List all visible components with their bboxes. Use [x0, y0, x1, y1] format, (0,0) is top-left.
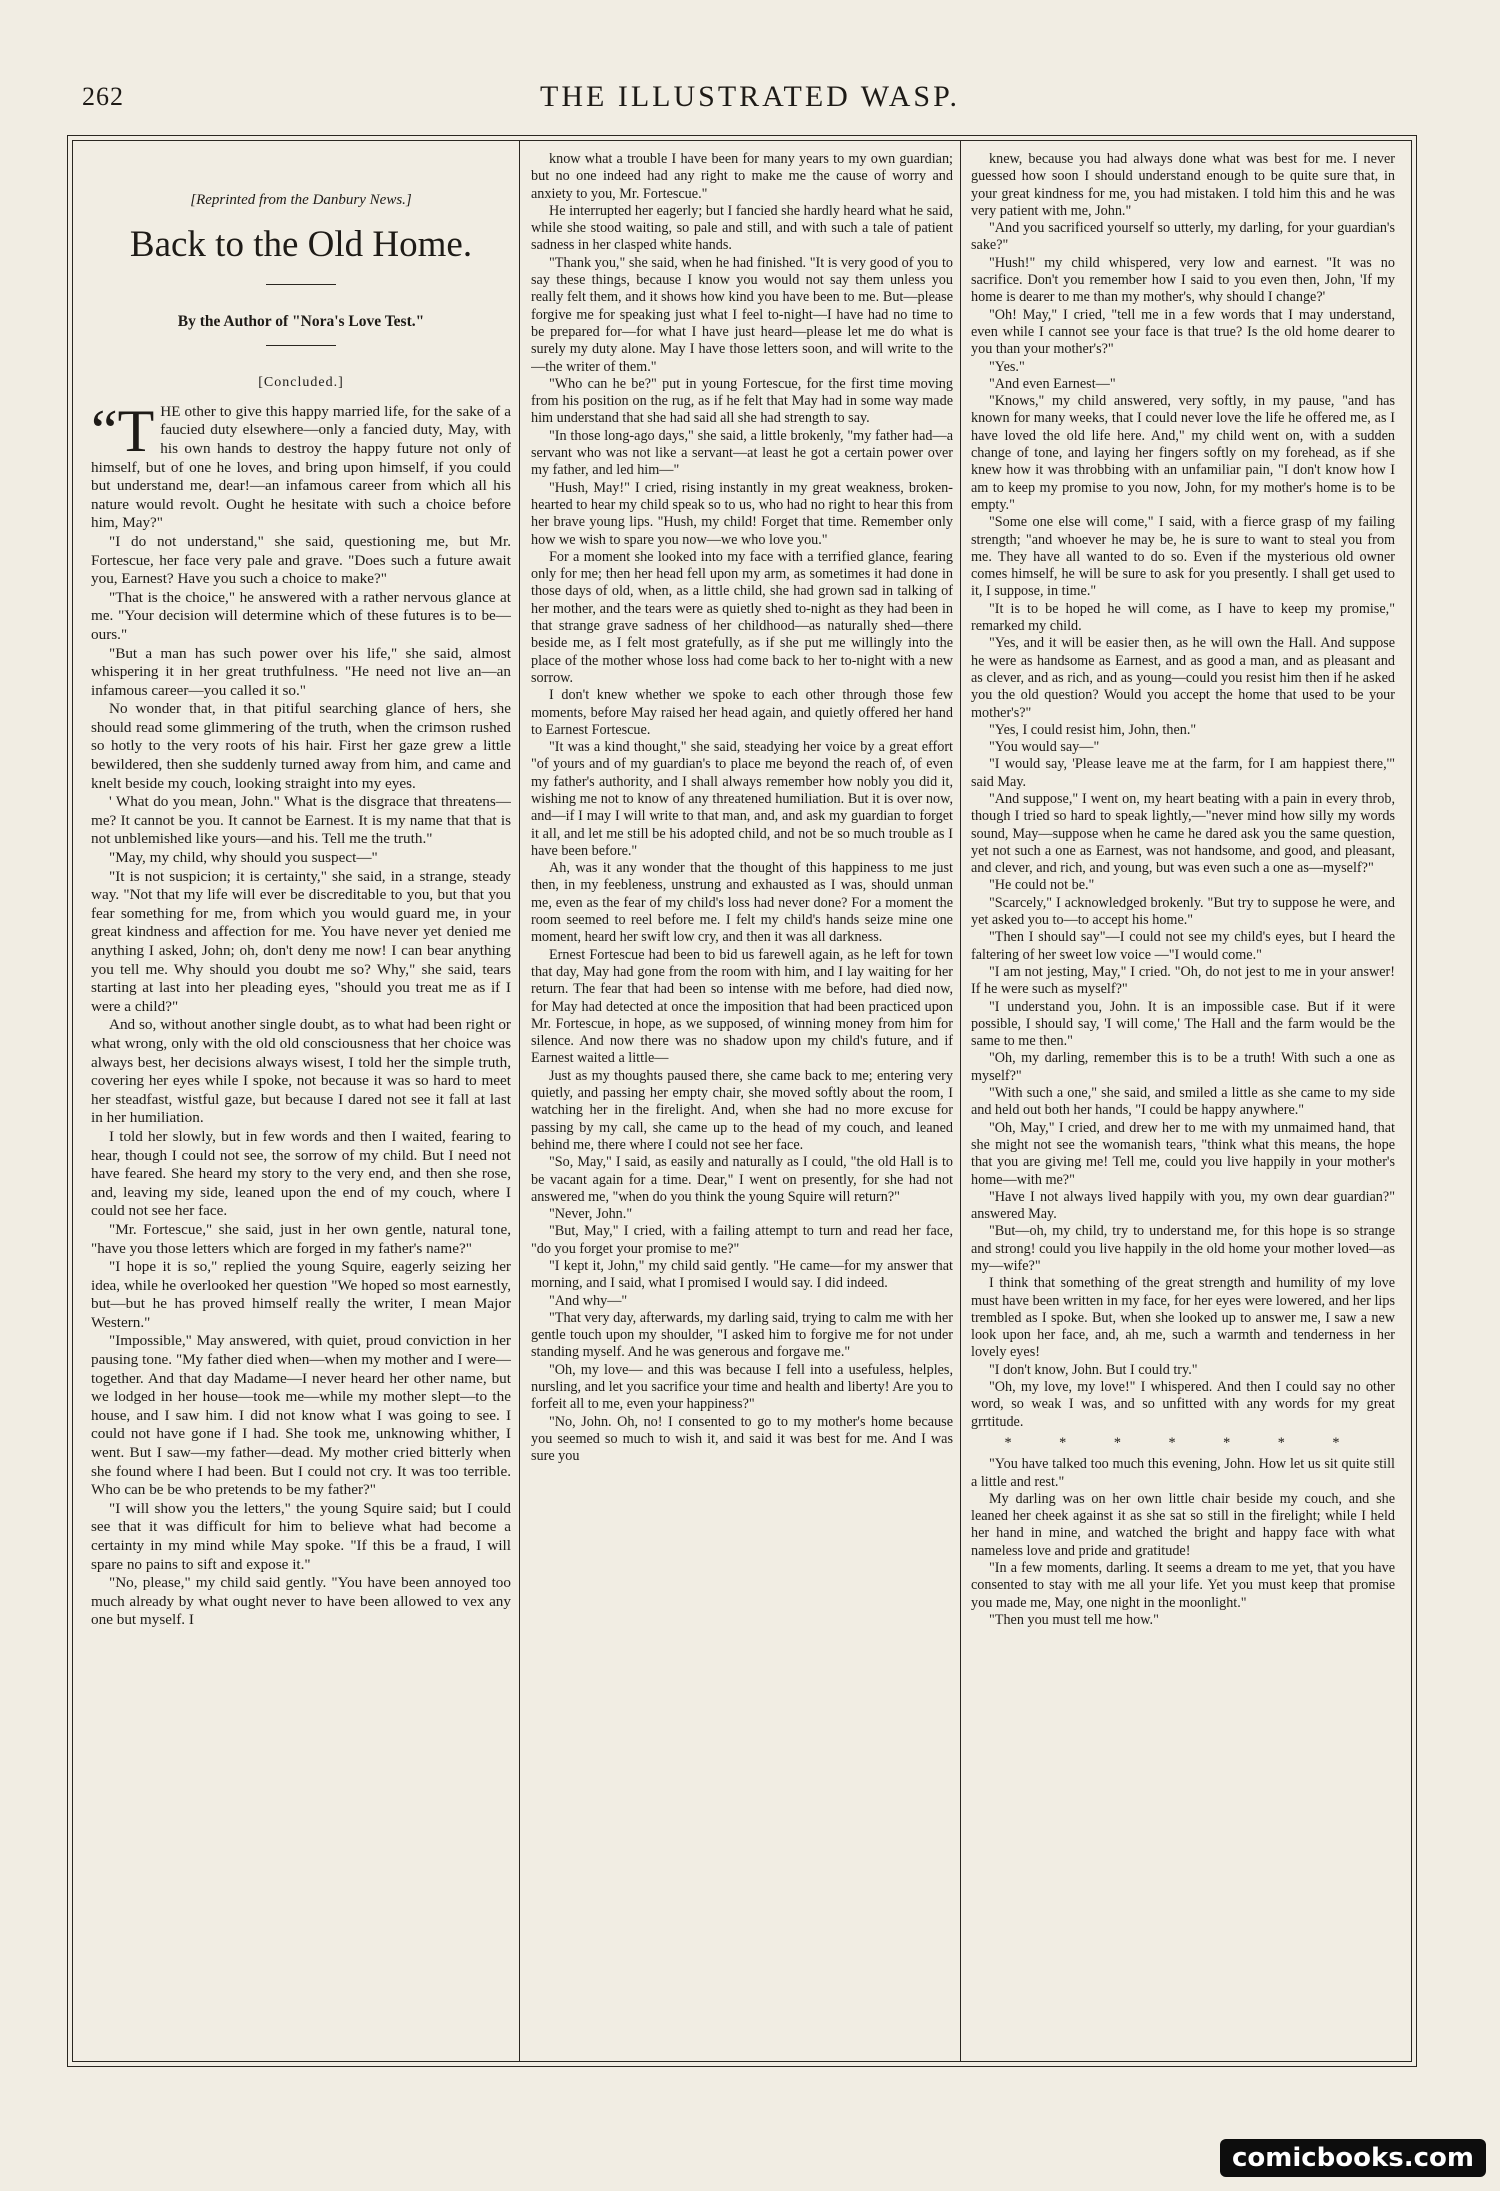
paragraph: For a moment she looked into my face with a terrified glance, fearing only for me; then her head fell upon my arm, as sometimes it had done in those days of old, when, as a little child, she had grown sad in talking of her mother, and the tears were as quietly shed to-night as they had been in that strange grave sadness of her childhood—as naturally shed—there beside me, as I felt most gratefully, as if she put me willingly into the place of the mother whose loss had come back to her to-night with a new sorrow.: [531, 548, 953, 686]
paragraph: "He could not be.": [989, 877, 1095, 894]
byline: By the Author of "Nora's Love Test.": [177, 312, 425, 330]
paragraph: "Oh! May," I cried, "tell me in a few words that I may understand, even while I cannot see your face is that true? Is the old home dearer to you than your mother's?": [971, 306, 1395, 358]
paragraph: "Impossible," May answered, with quiet, proud conviction in her pausing tone. "My father died when—when my mother and I were—together. And that day Madame—I never heard her other name, but we lodged in her house—took me—while my mother slept—to the house, and I saw him. I did not know what I was going to see. I could not have gone if I had. She took me, unknowing whither, I went. But I saw—my father—dead. My mother cried bitterly when she found where I had been. But I could not cry. It was too terrible. Who can be be who pretends to be my father?": [91, 1332, 511, 1499]
paragraph: "Oh, May," I cried, and drew her to me with my unmaimed hand, that she might not see the womanish tears, "think what this means, the hope that you are giving me! Tell me, could you live happily in your mother's home—with me?": [971, 1119, 1395, 1188]
column-2-body: [531, 151, 953, 1466]
page-frame: [72, 140, 1412, 2062]
paragraph: "With such a one," she said, and smiled a little as she came to my side and held out both her hands, "I could be happy anywhere.": [971, 1085, 1395, 1119]
paragraph: He interrupted her eagerly; but I fancied she hardly heard what he said, while she stood waiting, so pale and still, and with such a tale of patient sadness in her clasped white hands.: [531, 202, 953, 254]
paragraph: I don't knew whether we spoke to each other through those few moments, before May raised her head again, and quietly offered her hand to Earnest Fortescue.: [531, 687, 953, 738]
paragraph: "And you sacrificed yourself so utterly, my darling, for your guardian's sake?": [971, 220, 1395, 254]
column-2: [531, 151, 953, 2051]
paragraph: "May, my child, why should you suspect—": [109, 849, 378, 867]
paragraph: "Oh, my love— and this was because I fell into a usefuless, helples, nursling, and let you sacrifice your time and health and liberty! Are you to forfeit all to me, even your happiness?": [531, 1361, 953, 1413]
paragraph: "Oh, my darling, remember this is to be a truth! With such a one as myself?": [971, 1050, 1395, 1084]
paragraph: "Yes, and it will be easier then, as he will own the Hall. And suppose he were as handsome as Earnest, and as good a man, and as pleasant and as clever, and as rich, and as young—could you resist him then if he asked you the old question? Would you accept the home that used to be your mother's?": [971, 635, 1395, 721]
paragraph: "But—oh, my child, try to understand me, for this hope is so strange and strong! could you live happily in the old home your mother loved—as my—wife?": [971, 1223, 1395, 1274]
column-rule: [519, 141, 520, 2061]
paragraph: My darling was on her own little chair beside my couch, and she leaned her cheek against it as she sat so still in the firelight; while I held her hand in mine, and watched the bright and happy face with what nameless love and pride and gratitude!: [971, 1490, 1395, 1559]
concluded-note: [Concluded.]: [258, 375, 344, 391]
article-title: Back to the Old Home.: [129, 223, 473, 265]
paragraph: "So, May," I said, as easily and naturally as I could, "the old Hall is to be vacant again for a time. Dear," I went on presently, for she had not answered me, "when do you think the young Squire will return?": [531, 1154, 953, 1205]
paragraph: "Never, John.": [549, 1206, 633, 1223]
paragraph: "No, please," my child said gently. "You have been annoyed too much already by what ought never to have been allowed to vex any one but myself. I: [91, 1574, 511, 1629]
paragraph: "You have talked too much this evening, John. How let us sit quite still a little and rest.": [971, 1456, 1395, 1490]
paragraph: knew, because you had always done what was best for me. I never guessed how soon I should understand enough to be quite sure that, in your great kindness for me, you had mistaken. I told him this and he was very patient with me, John.": [971, 151, 1395, 219]
paragraph: "Have I not always lived happily with you, my own dear guardian?" answered May.: [971, 1188, 1395, 1223]
running-head: THE ILLUSTRATED WASP.: [540, 80, 960, 113]
drop-cap: “T: [91, 397, 155, 464]
paragraph: Ernest Fortescue had been to bid us farewell again, as he left for town that day, May had gone from the room with him, and I lay waiting for her return. The fear that had been so intense with me before, had died now, for May had detected at once the imposition that had been practiced upon Mr. Fortescue, in hope, as we supposed, of winning money from him for silence. And now there was no shadow upon my child's future, and if Earnest waited a little—: [531, 946, 953, 1067]
paragraph: ' What do you mean, John." What is the disgrace that threatens—me? It cannot be you. It cannot be Earnest. It is my name that that is not unblemished like yours—and his. Tell me the truth.": [91, 793, 511, 848]
page-header: [82, 78, 1418, 118]
paragraph: "Who can he be?" put in young Fortescue, for the first time moving from his position on the rug, as if he felt that May had in some way made him understand that she had said all she had strength to say.: [531, 375, 953, 427]
paragraph: "That is the choice," he answered with a rather nervous glance at me. "Your decision will determine which of these futures is to be—ours.": [91, 588, 511, 643]
column-1: [91, 151, 511, 2051]
paragraph: "I hope it is so," replied the young Squire, eagerly seizing her idea, while he overlooked her question "We hoped so most earnestly, but—but he has proved himself really the writer, I mean Major Western.": [91, 1258, 511, 1331]
paragraph: "Oh, my love, my love!" I whispered. And then I could say no other word, so weak I was, and so unfitted with any words for my great grrtitude.: [971, 1379, 1395, 1430]
paragraph: "It was a kind thought," she said, steadying her voice by a great effort "of yours and of my guardian's to place me beyond the reach of, of even my father's authority, and I shall always remember how nobly you did it, wishing me not to know of any threatened humiliation. But it is over now, and—if I may I will write to that man, and, and ask my guardian to forget it all, and let me still be his adopted child, and not be so much trouble as I have been before.": [531, 739, 953, 859]
paragraph-text: HE other to give this happy married life, for the sake of a faucied duty elsewhere—only a fancied duty, May, with his own hands to destroy the happy future not only of himself, but of one he loves, and bring upon himself, if you could but understand me, dear!—an infamous career from which all his nature would revolt. Ought he hesitate with such a choice before him, May?": [91, 402, 511, 532]
paragraph: know what a trouble I have been for many years to my own guardian; but no one indeed had any right to make me the cause of worry and anxiety to you, Mr. Fortescue.": [531, 151, 953, 202]
byline-rule: [266, 345, 336, 346]
paragraph: "I would say, 'Please leave me at the farm, for I am happiest there,'" said May.: [971, 756, 1395, 790]
paragraph: "Mr. Fortescue," she said, just in her own gentle, natural tone, "have you those letters which are forged in my father's name?": [91, 1220, 511, 1257]
paragraph: "I am not jesting, May," I cried. "Oh, do not jest to me in your answer! If he were such as myself?": [971, 963, 1395, 998]
paragraph: "Hush!" my child whispered, very low and earnest. "It was no sacrifice. Don't you remember how I said to you even then, John, 'If my home is dearer to me than my mother's, why should I change?': [971, 254, 1395, 306]
paragraph: "I don't know, John. But I could try.": [989, 1361, 1198, 1378]
paragraph: "I do not understand," she said, questioning me, but Mr. Fortescue, her face very pale and grave. "Does such a future await you, Earnest? Have you such a choice to make?": [91, 532, 511, 588]
paragraph: "That very day, afterwards, my darling said, trying to calm me with her gentle touch upon my shoulder, "I asked him to forgive me for not under standing myself. And he was generous and forgave me.": [531, 1309, 953, 1361]
paragraph: "It is not suspicion; it is certainty," she said, in a strange, steady way. "Not that my life will ever be discreditable to you, but that you fear something for me, from which you would guard me, in your great kindness and affection for me. You have never yet denied me anything I asked, John; oh, don't deny me now! I can bear anything you tell me. Why should you doubt me so? Why," she said, tears starting at last into her pleading eyes, "should you treat me as if I were a child?": [91, 867, 511, 1015]
paragraph: And so, without another single doubt, as to what had been right or what wrong, only with the old old consciousness that her choice was always best, her decisions always wisest, I told her the simple truth, covering her eyes while I spoke, not because it was so hard to meet her steadfast, wistful gaze, but because I dared not see it fall at last in her humiliation.: [91, 1016, 511, 1127]
column-1-body: [91, 397, 511, 1630]
paragraph: [91, 397, 511, 533]
paragraph: Just as my thoughts paused there, she came back to me; entering very quietly, and passing her empty chair, she moved softly about the room, I watching her in the firelight. And, when she had no more excuse for passing by my call, she came up to the head of my couch, and leaned behind me, there where I could not see her face.: [531, 1067, 953, 1153]
paragraph: "Yes.": [989, 358, 1025, 375]
paragraph: "I kept it, John," my child said gently. "He came—for my answer that morning, and I said, what I promised I would say. I did indeed.: [531, 1258, 953, 1292]
paragraph: * * * * * * *: [1004, 1434, 1362, 1451]
paragraph: "Some one else will come," I said, with a fierce grasp of my failing strength; "and whoever he may be, he is sure to want to steal you from me. They have all wanted to do so. Even if the mysterious old owner comes himself, he will be sure to ask for you presently. I shall get used to it, I suppose, in time.": [971, 514, 1395, 600]
paragraph: "No, John. Oh, no! I consented to go to my mother's home because you seemed so much to wish it, and said it was best for me. And I was sure you: [531, 1413, 953, 1465]
paragraph: "It is to be hoped he will come, as I have to keep my promise," remarked my child.: [971, 600, 1395, 635]
paragraph: "In a few moments, darling. It seems a dream to me yet, that you have consented to stay with me all your life. Yet you must keep that promise you made me, May, one night in the moonlight.": [971, 1560, 1395, 1611]
paragraph: "In those long-ago days," she said, a little brokenly, "my father had—a servant who was not like a servant—at least he got a certain power over my father, and led him—": [531, 427, 953, 479]
reprint-note: [Reprinted from the Danbury News.]: [190, 192, 412, 208]
paragraph: "You would say—": [989, 739, 1100, 756]
paragraph: I think that something of the great strength and humility of my love must have been written in my face, for her eyes were lowered, and her lips trembled as I spoke. But, when she looked up to answer me, I saw a new look upon her face, and, ah me, such a warmth and tenderness in her lovely eyes!: [971, 1275, 1395, 1361]
paragraph: "And suppose," I went on, my heart beating with a pain in every throb, though I tried so hard to speak lightly,—"never mind how silly my words sound, May—suppose when he came he dared ask you the same question, yet not such a one as Earnest, was not handsome, and good, and pleasant, and clever, and rich, and young, but was even such a one as—myself?": [971, 790, 1395, 877]
paragraph: I told her slowly, but in few words and then I waited, fearing to hear, though I could not see, the sorrow of my child. But I need not have feared. She heard my story to the very end, and then she rose, and, leaving my side, leaned upon the end of my couch, where I could not see her face.: [91, 1127, 511, 1220]
paragraph: "But, May," I cried, with a failing attempt to turn and read her face, "do you forget your promise to me?": [531, 1223, 953, 1257]
page-number: 262: [82, 82, 124, 111]
column-3-body: [971, 151, 1395, 1629]
column-3: [971, 151, 1395, 2051]
paragraph: "Scarcely," I acknowledged brokenly. "But try to suppose he were, and yet asked you to—to accept his home.": [971, 894, 1395, 929]
paragraph: No wonder that, in that pitiful searching glance of hers, she should read some glimmering of the truth, when the crimson rushed so hotly to the very roots of his hair. First her gaze grew a little bewildered, then she suddenly turned away from him, and came and knelt beside my couch, looking straight into my eyes.: [91, 700, 511, 792]
paragraph: "Thank you," she said, when he had finished. "It is very good of you to say these things, because I know you would not say them unless you really felt them, and it shows how kind you have been to me. But—please forgive me for speaking just what I feel to-night—I have had no time to be prepared for—for what I have just heard—please let me do what is surely my duty alone. May I have those letters soon, and will write to the—the writer of them.": [531, 254, 953, 375]
paragraph: "Hush, May!" I cried, rising instantly in my great weakness, broken-hearted to hear my child speak so to us, who had no right to hear this from her brave young lips. "Hush, my child! Forget that time. Remember only how we wish to spare you now—we who love you.": [531, 479, 953, 548]
paragraph: "But a man has such power over his life," she said, almost whispering it in her great truthfulness. "He need not live an—an infamous career—you called it so.": [91, 644, 511, 699]
paragraph: "I understand you, John. It is an impossible case. But if it were possible, I should say, 'I will come,' The Hall and the farm would be the same to me then.": [971, 998, 1395, 1050]
watermark-logo: comicbooks.com: [1220, 2139, 1486, 2177]
paragraph: "And why—": [549, 1292, 628, 1309]
title-rule: [266, 284, 336, 285]
paragraph: "Then you must tell me how.": [989, 1611, 1159, 1628]
paragraph: "And even Earnest—": [989, 375, 1116, 392]
column-rule: [960, 141, 961, 2061]
paragraph: "Then I should say"—I could not see my child's eyes, but I heard the faltering of her sweet low voice —"I would come.": [971, 929, 1395, 963]
paragraph: "I will show you the letters," the young Squire said; but I could see that it was difficult for him to believe what had become a certainty in my mind while May spoke. "If this be a fraud, I will spare no pains to sift and expose it.": [91, 1499, 511, 1573]
paragraph: "Yes, I could resist him, John, then.": [989, 721, 1197, 738]
paragraph: Ah, was it any wonder that the thought of this happiness to me just then, in my feebleness, unstrung and exhausted as I was, should unman me, even as the fear of my child's loss had never done? For a moment the room seemed to reel before me. I felt my child's hands seize mine one moment, heard her swift low cry, and then it was all darkness.: [531, 860, 953, 946]
paragraph: "Knows," my child answered, very softly, in my pause, "and has known for many weeks, that I could never love the life he offered me, as I have loved the old life here. And," my child went on, with a sudden change of tone, and laying her fingers softly on my forehead, as if she knew how it was throbbing with an unfamiliar pain, "I don't know how I am to keep my promise to you now, John, for my mother's home is to be empty.": [971, 393, 1395, 513]
